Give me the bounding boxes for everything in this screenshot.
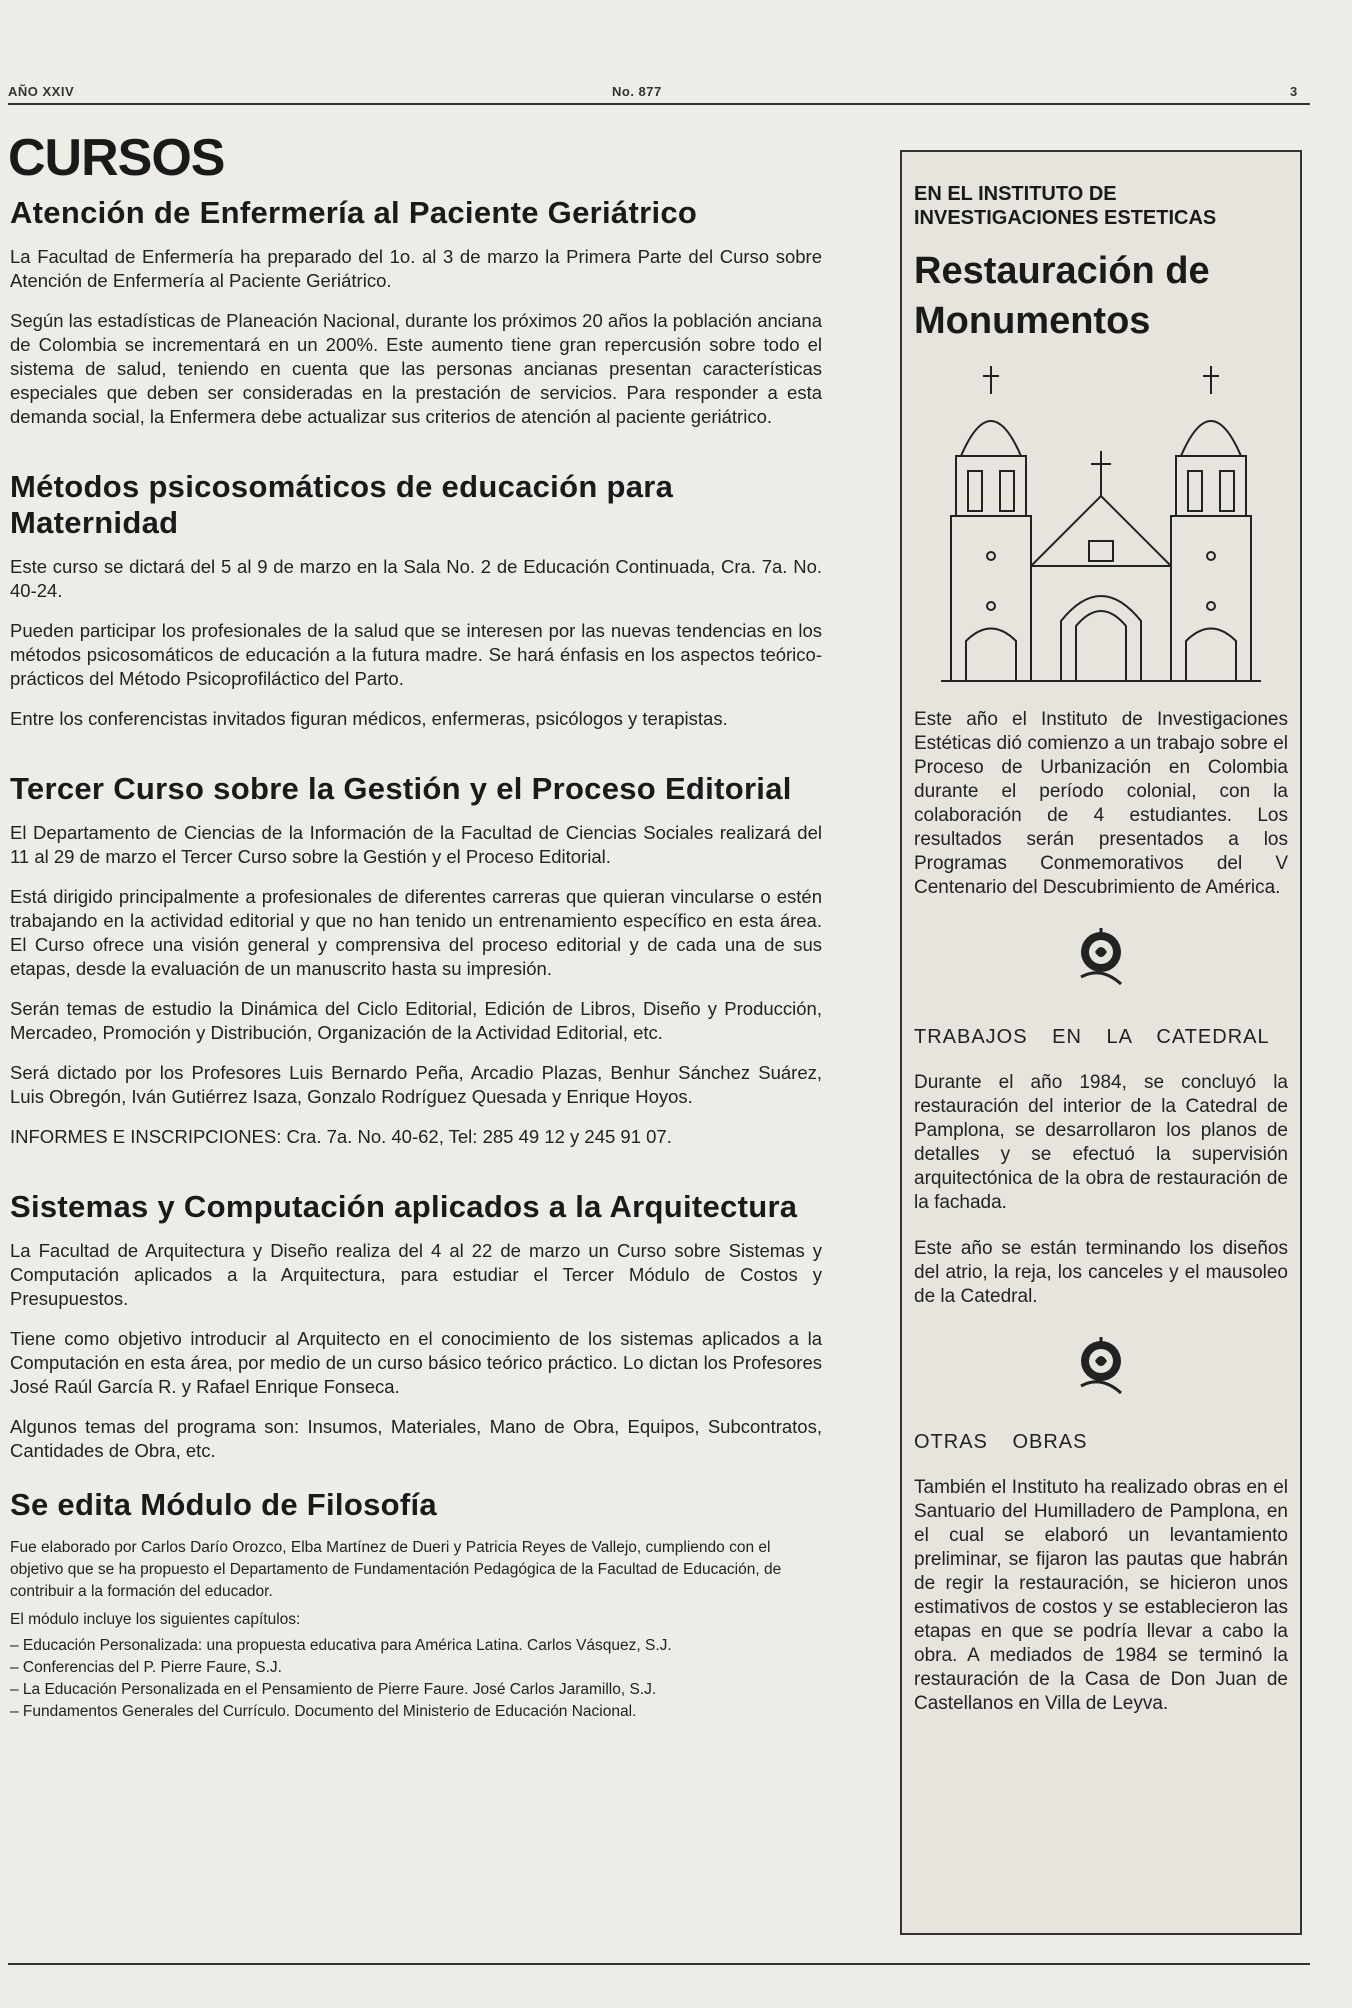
article-paragraph: Algunos temas del programa son: Insumos, Materiales, Mano de Obra, Equipos, Subcontratos, Cantidades de Obra, etc. [10,1416,822,1461]
article-paragraph: Este curso se dictará del 5 al 9 de marzo en la Sala No. 2 de Educación Continuada, Cra. 7a. No. 40-24. [10,556,822,601]
issue-number: No. 877 [612,84,662,99]
article-title: Tercer Curso sobre la Gestión y el Proceso Editorial [10,771,792,806]
article-title: Atención de Enfermería al Paciente Geriátrico [10,195,698,230]
article-paragraph: Según las estadísticas de Planeación Nacional, durante los próximos 20 años la población anciana de Colombia se incrementará en un 200%. Este aumento tiene gran repercusión sobre todo el sistema de salud, teniendo en cuenta que las personas ancianas presentan características especiales que deben ser consideradas en la prestación de servicios. Para responder a esta demanda social, la Enfermera debe actualizar sus criterios de atención al paciente geriátrico. [10,310,822,427]
sidebar-kicker: EN EL INSTITUTO DE INVESTIGACIONES ESTETICAS [914,183,1217,229]
article-paragraph: Está dirigido principalmente a profesionales de diferentes carreras que quieran vincularse o estén trabajando en la actividad editorial y que no han tenido un entrenamiento específico en esta área. El Curso ofrece una visión general y comprensiva del proceso editorial y de cada una de sus etapas, desde la evaluación de un manuscrito hasta su impresión. [10,886,822,979]
list-item: – Educación Personalizada: una propuesta educativa para América Latina. Carlos Vásquez, S.J. [10,1637,672,1654]
article-paragraph: Será dictado por los Profesores Luis Bernardo Peña, Arcadio Plazas, Benhur Sánchez Suárez, Luis Obregón, Iván Gutiérrez Isaza, Gonzalo Rodríguez Quesada y Enrique Hoyos. [10,1062,822,1107]
contact-info: INFORMES E INSCRIPCIONES: Cra. 7a. No. 40-62, Tel: 285 49 12 y 245 91 07. [10,1126,672,1147]
sidebar-paragraph: Este año se están terminando los diseños del atrio, la reja, los canceles y el mausoleo de la Catedral. [914,1238,1288,1307]
article-geriatric [10,195,822,429]
sidebar-subheading: OTRAS OBRAS [914,1431,1088,1453]
article-title: Se edita Módulo de Filosofía [10,1487,437,1522]
list-item: – Fundamentos Generales del Currículo. Documento del Ministerio de Educación Nacional. [10,1703,637,1720]
sidebar-title: Restauración de Monumentos [914,250,1210,342]
section-title: CURSOS [8,129,225,187]
list-item: – La Educación Personalizada en el Pensamiento de Pierre Faure. José Carlos Jaramillo, S.J. [10,1681,657,1698]
header-rule [8,103,1310,105]
article-paragraph: La Facultad de Arquitectura y Diseño realiza del 4 al 22 de marzo un Curso sobre Sistemas y Computación aplicados a la Arquitectura, para estudiar el Tercer Módulo de Costos y Presupuestos. [10,1240,822,1309]
university-seal-icon [1071,922,1131,992]
article-paragraph: Tiene como objetivo introducir al Arquitecto en el conocimiento de los sistemas aplicados a la Computación en esta área, por medio de un curso básico teórico práctico. Lo dictan los Profesores José Raúl García R. y Rafael Enrique Fonseca. [10,1328,822,1397]
chapter-list [10,1635,822,1723]
church-illustration [931,346,1271,686]
article-title: Métodos psicosomáticos de educación para Maternidad [10,469,674,540]
article-philosophy [10,1487,822,1723]
article-paragraph: El módulo incluye los siguientes capítulos: [10,1611,301,1628]
university-seal-icon [1071,1331,1131,1401]
article-maternity [10,469,822,731]
sidebar-intro: Este año el Instituto de Investigaciones Estéticas dió comienzo a un trabajo sobre el Proceso de Urbanización en Colombia durante el período colonial, con la colaboración de 4 estudiantes. Los resultados serán presentados a los Programas Conmemorativos del V Centenario del Descubrimiento de América. [914,709,1288,898]
article-editorial [10,771,822,1149]
sidebar-paragraph: También el Instituto ha realizado obras en el Santuario del Humilladero de Pamplona, en el cual se elaboró un levantamiento preliminar, se fijaron las pautas que habrán de regir la restauración, se hicieron unos estimativos de costos y se establecieron las etapas en que se podría llevar a cabo la obra. A mediados de 1984 se terminó la restauración de la Casa de Don Juan de Castellanos en Villa de Leyva. [914,1477,1288,1714]
sidebar-box [900,150,1302,1935]
articles-column [10,195,822,1723]
sidebar-paragraph: Durante el año 1984, se concluyó la restauración del interior de la Catedral de Pamplona, se desarrollaron los planos de detalles y se efectuó la supervisión arquitectónica de la obra de restauración de la fachada. [914,1072,1288,1213]
article-paragraph: La Facultad de Enfermería ha preparado del 1o. al 3 de marzo la Primera Parte del Curso sobre Atención de Enfermería al Paciente Geriátrico. [10,246,822,291]
article-paragraph: Entre los conferencistas invitados figuran médicos, enfermeras, psicólogos y terapistas. [10,708,728,729]
article-paragraph: Pueden participar los profesionales de la salud que se interesen por las nuevas tendencias en los métodos psicosomáticos de educación a la futura madre. Se hará énfasis en los aspectos teórico-prácticos del Método Psicoprofiláctico del Parto. [10,620,822,689]
article-paragraph: El Departamento de Ciencias de la Información de la Facultad de Ciencias Sociales realizará del 11 al 29 de marzo el Tercer Curso sobre la Gestión y el Proceso Editorial. [10,822,822,867]
sidebar-subheading: TRABAJOS EN LA CATEDRAL [914,1026,1270,1048]
article-paragraph: Fue elaborado por Carlos Darío Orozco, Elba Martínez de Dueri y Patricia Reyes de Vallejo, cumpliendo con el objetivo que se ha propuesto el Departamento de Fundamentación Pedagógica de la Facultad de Educación, de contribuir a la formación del educador. [10,1539,782,1600]
footer-rule [8,1963,1310,1965]
page-number: 3 [1290,84,1298,99]
article-architecture [10,1189,822,1463]
article-paragraph: Serán temas de estudio la Dinámica del Ciclo Editorial, Edición de Libros, Diseño y Producción, Mercadeo, Promoción y Distribución, Organización de la Actividad Editorial, etc. [10,998,822,1043]
article-title: Sistemas y Computación aplicados a la Arquitectura [10,1189,798,1224]
volume-label: AÑO XXIV [8,84,75,99]
list-item: – Conferencias del P. Pierre Faure, S.J. [10,1659,282,1676]
